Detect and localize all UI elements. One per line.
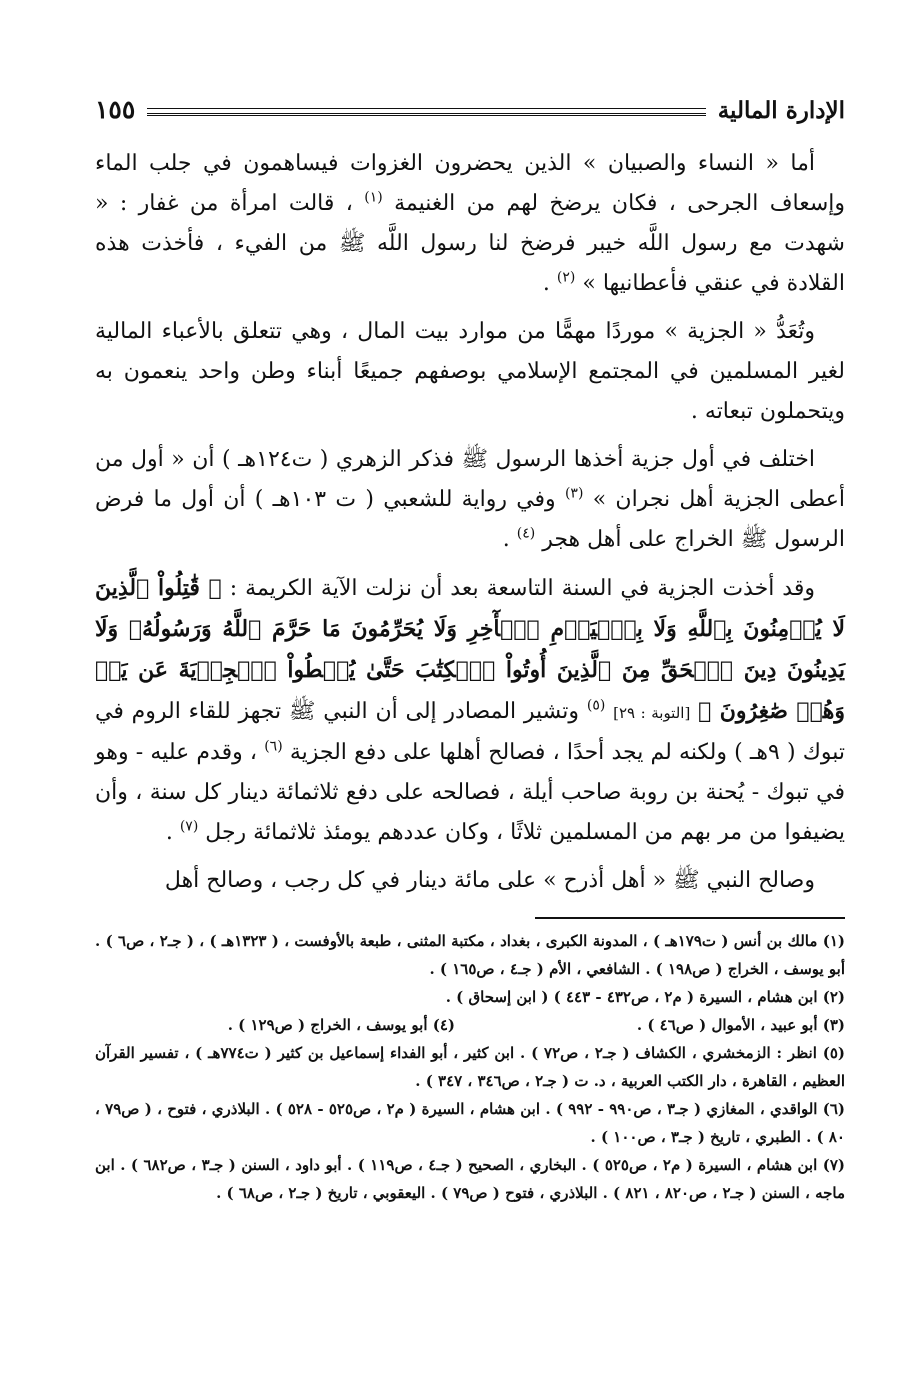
footnote-3: (٣) أبو عبيد ، الأموال ( ص٤٦ ) . (636, 1016, 845, 1034)
footnotes (95, 927, 845, 1207)
page-number: ١٥٥ (95, 95, 136, 124)
text-run: . (165, 820, 173, 845)
running-header (95, 82, 845, 122)
paragraph-5 (95, 861, 845, 901)
text-run: اختلف في أول جزية أخذها الرسول ﷺ فذكر الزهري ( ت١٢٤هـ ) أن « أول من أعطى الجزية أهل نجران » (95, 447, 845, 512)
footnote-4: (٤) أبو يوسف ، الخراج ( ص١٢٩ ) . (227, 1016, 455, 1034)
text-run: . (542, 271, 550, 296)
text-run: . (502, 527, 510, 552)
text-run: وصالح النبي ﷺ « أهل أذرح » على مائة دينار في كل رجب ، وصالح أهل (164, 868, 815, 893)
paragraph-1 (95, 144, 845, 304)
header-rule (147, 108, 705, 116)
quran-verse: ﴿ قَٰتِلُواْ ٱلَّذِينَ لَا يُؤۡمِنُونَ بِٱللَّهِ وَلَا بِٱلۡيَوۡمِ ٱلۡأٓخِرِ وَلَا يُحَرِّمُونَ مَا حَرَّمَ ٱللَّهُ وَرَسُولُهُۥ وَلَا يَدِينُونَ دِينَ ٱلۡحَقِّ مِنَ ٱلَّذِينَ أُوتُواْ ٱلۡكِتَٰبَ حَتَّىٰ يُعۡطُواْ ٱلۡجِزۡيَةَ عَن يَدٖ وَهُمۡ صَٰغِرُونَ ﴾ (95, 575, 846, 724)
footnote-marker: (٧) (179, 818, 199, 835)
paragraph-3 (95, 440, 845, 560)
footnote-1: (١) مالك بن أنس ( ت١٧٩هـ ) ، المدونة الكبرى ، بغداد ، مكتبة المثنى ، طبعة بالأوفست ، ( ١٣٢٣هـ ) ، ( جـ٢ ، ص٦ ) . أبو يوسف ، الخراج ( ص١٩٨ ) . الشافعي ، الأم ( جـ٤ ، ص١٦٥ ) . (95, 932, 845, 978)
footnote-marker: (٤) (516, 525, 536, 542)
text-run: وقد أخذت الجزية في السنة التاسعة بعد أن نزلت الآية الكريمة : (229, 576, 815, 601)
footnote-marker: (١) (364, 189, 383, 206)
footnote-2: (٢) ابن هشام ، السيرة ( م٢ ، ص٤٣٢ - ٤٤٣ ) ( ابن إسحاق ) . (445, 988, 845, 1006)
footnote-marker: (٥) (586, 697, 606, 714)
main-text (95, 144, 845, 901)
text-run: ، قالت امرأة من غفار : « شهدت مع رسول اللَّه خيبر فرضخ لنا رسول اللَّه ﷺ من الفيء ، فأخذت هذه القلادة في عنقي فأعطانيها » (95, 191, 845, 296)
verse-reference: [التوبة : ٢٩] (613, 704, 691, 722)
footnote-7: (٧) ابن هشام ، السيرة ( م٢ ، ص٥٢٥ ) . البخاري ، الصحيح ( جـ٤ ، ص١١٩ ) . أبو داود ، السنن ( جـ٣ ، ص٦٨٢ ) . ابن ماجه ، السنن ( جـ٢ ، ص٨٢٠ ، ٨٢١ ) . البلاذري ، فتوح ( ص٧٩ ) . اليعقوبي ، تاريخ ( جـ٢ ، ص٦٨ ) . (95, 1156, 845, 1202)
text-run: وتشير المصادر إلى أن النبي ﷺ تجهز للقاء الروم في تبوك ( ٩هـ ) ولكنه لم يجد أحدًا ، فصالح أهلها على دفع الجزية (95, 699, 845, 765)
book-page (95, 82, 845, 1372)
text-run: ، وقدم عليه - وهو في تبوك - يُحنة بن روبة صاحب أيلة ، فصالحه على دفع ثلاثمائة دينار كل سنة ، وأن يضيفوا من مر بهم من المسلمين ثلاثًا ، وكان عددهم يومئذ ثلاثمائة رجل (95, 740, 845, 845)
footnote-marker: (٣) (564, 485, 584, 502)
paragraph-2 (95, 312, 845, 432)
footnote-separator (535, 917, 845, 919)
text-run: وفي رواية للشعبي ( ت ١٠٣هـ ) أن أول ما فرض الرسول ﷺ الخراج على أهل هجر (95, 487, 845, 552)
footnote-6: (٦) الواقدي ، المغازي ( جـ٣ ، ص٩٩٠ - ٩٩٢ ) . ابن هشام ، السيرة ( م٢ ، ص٥٢٥ - ٥٢٨ ) . البلاذري ، فتوح ، ( ص٧٩ ، ٨٠ ) . الطبري ، تاريخ ( جـ٣ ، ص١٠٠ ) . (95, 1100, 845, 1146)
footnote-5: (٥) انظر : الزمخشري ، الكشاف ( جـ٢ ، ص٧٢ ) . ابن كثير ، أبو الفداء إسماعيل بن كثير ( ت٧٧٤هـ ) ، تفسير القرآن العظيم ، القاهرة ، دار الكتب العربية ، د. ت ( جـ٢ ، ص٣٤٦ ، ٣٤٧ ) . (95, 1044, 845, 1090)
footnote-marker: (٢) (556, 269, 576, 286)
running-title: الإدارة المالية (717, 97, 845, 124)
footnote-row-3-4 (95, 1011, 845, 1039)
text-run: وتُعَدُّ « الجزية » موردًا مهمًّا من موارد بيت المال ، وهي تتعلق بالأعباء المالية لغير المسلمين في المجتمع الإسلامي بوصفهم جميعًا أبناء وطن واحد ينعمون به ويتحملون تبعاته . (95, 319, 845, 424)
footnote-marker: (٦) (264, 738, 283, 755)
text-run: أما « النساء والصبيان » الذين يحضرون الغزوات فيساهمون في جلب الماء وإسعاف الجرحى ، فكان يرضخ لهم من الغنيمة (95, 151, 846, 216)
paragraph-4 (95, 568, 845, 853)
